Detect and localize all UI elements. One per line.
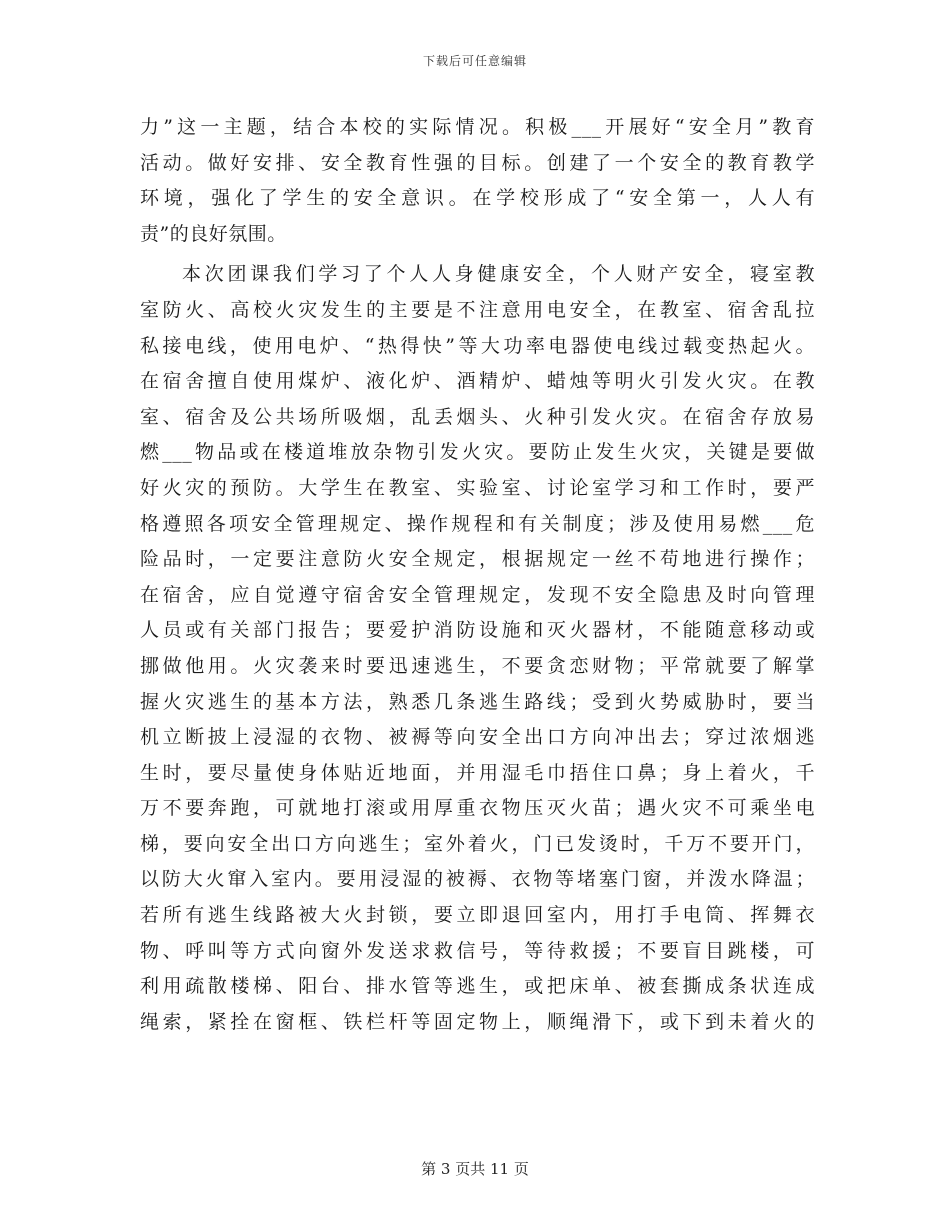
text-line: 机立断披上浸湿的衣物、被褥等向安全出口方向冲出去；穿过浓烟逃 <box>140 726 815 749</box>
text-line: 以防大火窜入室内。要用浸湿的被褥、衣物等堵塞门窗，并泼水降温； <box>140 868 815 891</box>
text-line: 握火灾逃生的基本方法，熟悉几条逃生路线；受到火势威胁时，要当 <box>140 690 815 713</box>
text-line: 绳索，紧拴在窗框、铁栏杆等固定物上，顺绳滑下，或下到未着火的 <box>140 1010 815 1033</box>
text-line: 格遵照各项安全管理规定、操作规程和有关制度；涉及使用易燃___危 <box>140 512 815 535</box>
text-line: 活动。做好安排、安全教育性强的目标。创建了一个安全的教育教学 <box>140 151 815 174</box>
text-line: 责”的良好氛围。 <box>140 222 287 245</box>
paragraph-1 <box>140 110 815 252</box>
text-line: 梯，要向安全出口方向逃生；室外着火，门已发烫时，千万不要开门， <box>140 832 815 855</box>
text-line: 利用疏散楼梯、阳台、排水管等逃生，或把床单、被套撕成条状连成 <box>140 975 815 998</box>
text-line: 私接电线，使用电炉、“热得快”等大功率电器使电线过载变热起火。 <box>140 334 815 357</box>
page-header: 下载后可任意编辑 <box>422 54 527 68</box>
document-body <box>140 110 815 1040</box>
text-line: 力”这一主题，结合本校的实际情况。积极___开展好“安全月”教育 <box>140 116 815 138</box>
paragraph-2 <box>140 257 815 1040</box>
text-line: 在宿舍擅自使用煤炉、液化炉、酒精炉、蜡烛等明火引发火灾。在教 <box>140 370 815 393</box>
text-line: 物、呼叫等方式向窗外发送求救信号，等待救援；不要盲目跳楼，可 <box>140 939 815 962</box>
text-line: 室防火、高校火灾发生的主要是不注意用电安全，在教室、宿舍乱拉 <box>140 298 815 321</box>
text-line: 人员或有关部门报告；要爱护消防设施和灭火器材，不能随意移动或 <box>140 619 815 642</box>
text-line: 万不要奔跑，可就地打滚或用厚重衣物压灭火苗；遇火灾不可乘坐电 <box>140 797 815 820</box>
text-line: 室、宿舍及公共场所吸烟，乱丢烟头、火种引发火灾。在宿舍存放易 <box>140 405 815 428</box>
text-line: 燃___物品或在楼道堆放杂物引发火灾。要防止发生火灾，关键是要做 <box>140 441 815 464</box>
text-line: 在宿舍，应自觉遵守宿舍安全管理规定，发现不安全隐患及时向管理 <box>140 583 815 606</box>
text-line: 险品时，一定要注意防火安全规定，根据规定一丝不苟地进行操作； <box>140 548 815 571</box>
text-line: 若所有逃生线路被大火封锁，要立即退回室内，用打手电筒、挥舞衣 <box>140 904 815 927</box>
text-line: 本次团课我们学习了个人人身健康安全，个人财产安全，寝室教 <box>182 263 815 286</box>
text-line: 挪做他用。火灾袭来时要迅速逃生，不要贪恋财物；平常就要了解掌 <box>140 654 815 677</box>
text-line: 生时，要尽量使身体贴近地面，并用湿毛巾捂住口鼻；身上着火，千 <box>140 761 815 784</box>
text-line: 环境，强化了学生的安全意识。在学校形成了“安全第一，人人有 <box>140 187 815 210</box>
text-line: 好火灾的预防。大学生在教室、实验室、讨论室学习和工作时，要严 <box>140 476 815 499</box>
page-footer: 第 3 页共 11 页 <box>421 1160 529 1178</box>
